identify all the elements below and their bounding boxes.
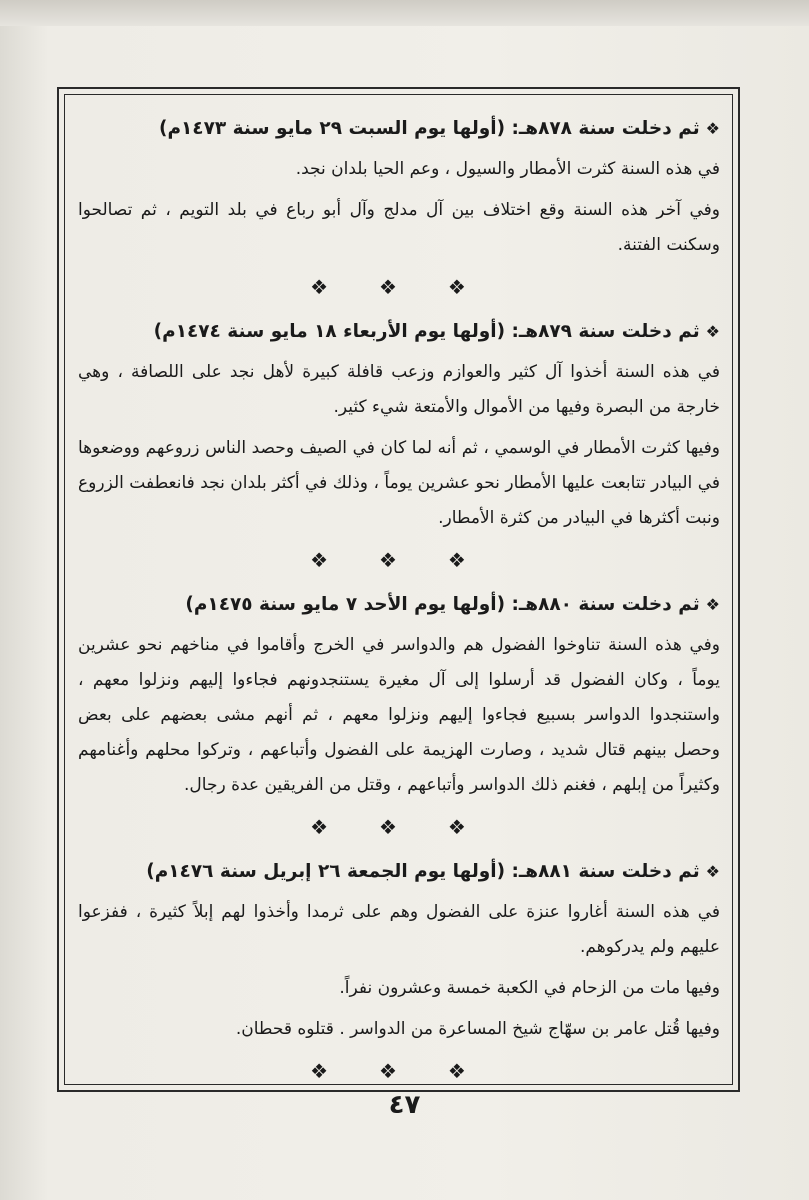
paragraph: وفيها قُتل عامر بن سهّاج شيخ المساعرة من الدواسر . قتلوه قحطان. — [235, 1019, 720, 1039]
section-divider-ornament: ❖ ❖ ❖ — [310, 815, 488, 839]
bullet-ornament-icon: ❖ — [705, 595, 720, 614]
paragraph: وفي هذه السنة تناوخوا الفضول هم والدواسر في الخرج وأقاموا في مناخهم نحو عشرين يوماً ، وكان الفضول قد أرسلوا إلى آل مغيرة يستنجدونهم فجاءوا إليهم ونزلوا معهم ، واستنجدوا الدواسر بسبيع فجاءوا إليهم ونزلوا معهم ، ثم أنهم مشى بعضهم على بعض وحصل بينهم قتال شديد ، وصارت الهزيمة على الفضول وأتباعهم ، وتركوا محلهم وأغنامهم وكثيراً من إبلهم ، فغنم ذلك الدواسر وأتباعهم ، وقتل من الفريقين عدة رجال. — [78, 635, 720, 795]
page-number: ٤٧ — [388, 1090, 421, 1120]
year-section-881 — [78, 855, 720, 1047]
section-heading: ❖ثم دخلت سنة ٨٧٨هـ: (أولها يوم السبت ٢٩ مايو سنة ١٤٧٣م) — [158, 118, 720, 139]
paragraph: في هذه السنة أخذوا آل كثير والعوازم وزعب قافلة كبيرة لأهل نجد على اللصافة ، وهي خارجة من البصرة وفيها من الأموال والأمتعة شيء كثير. — [78, 362, 720, 417]
section-heading: ❖ثم دخلت سنة ٨٨١هـ: (أولها يوم الجمعة ٢٦ إبريل سنة ١٤٧٦م) — [146, 861, 720, 882]
paragraph: وفي آخر هذه السنة وقع اختلاف بين آل مدلج وآل أبو رباع في بلد التويم ، ثم تصالحوا وسكنت الفتنة. — [78, 200, 720, 255]
bullet-ornament-icon: ❖ — [705, 862, 720, 881]
section-divider-ornament: ❖ ❖ ❖ — [310, 1059, 488, 1083]
bullet-ornament-icon: ❖ — [705, 119, 720, 138]
section-heading: ❖ثم دخلت سنة ٨٨٠هـ: (أولها يوم الأحد ٧ مايو سنة ١٤٧٥م) — [185, 594, 720, 615]
bullet-ornament-icon: ❖ — [705, 322, 720, 341]
paragraph: وفيها مات من الزحام في الكعبة خمسة وعشرون نفراً. — [339, 978, 720, 998]
year-section-880 — [78, 588, 720, 803]
paragraph: في هذه السنة كثرت الأمطار والسيول ، وعم الحيا بلدان نجد. — [295, 159, 720, 179]
year-section-879 — [78, 315, 720, 536]
paragraph: في هذه السنة أغاروا عنزة على الفضول وهم على ثرمدا وأخذوا لهم إبلاً كثيرة ، ففزعوا عليهم ولم يدركوهم. — [78, 902, 720, 957]
page-top-edge — [0, 0, 809, 26]
year-section-878 — [78, 112, 720, 263]
section-divider-ornament: ❖ ❖ ❖ — [310, 548, 488, 572]
section-heading: ❖ثم دخلت سنة ٨٧٩هـ: (أولها يوم الأربعاء ١٨ مايو سنة ١٤٧٤م) — [153, 321, 720, 342]
section-divider-ornament: ❖ ❖ ❖ — [310, 275, 488, 299]
page-content — [78, 112, 720, 1099]
paragraph: وفيها كثرت الأمطار في الوسمي ، ثم أنه لما كان في الصيف وحصد الناس زروعهم ووضعوها في البيادر تتابعت عليها الأمطار نحو عشرين يوماً ، وذلك في أكثر بلدان نجد فانعطفت الزروع ونبت أكثرها في البيادر من كثرة الأمطار. — [78, 438, 720, 528]
